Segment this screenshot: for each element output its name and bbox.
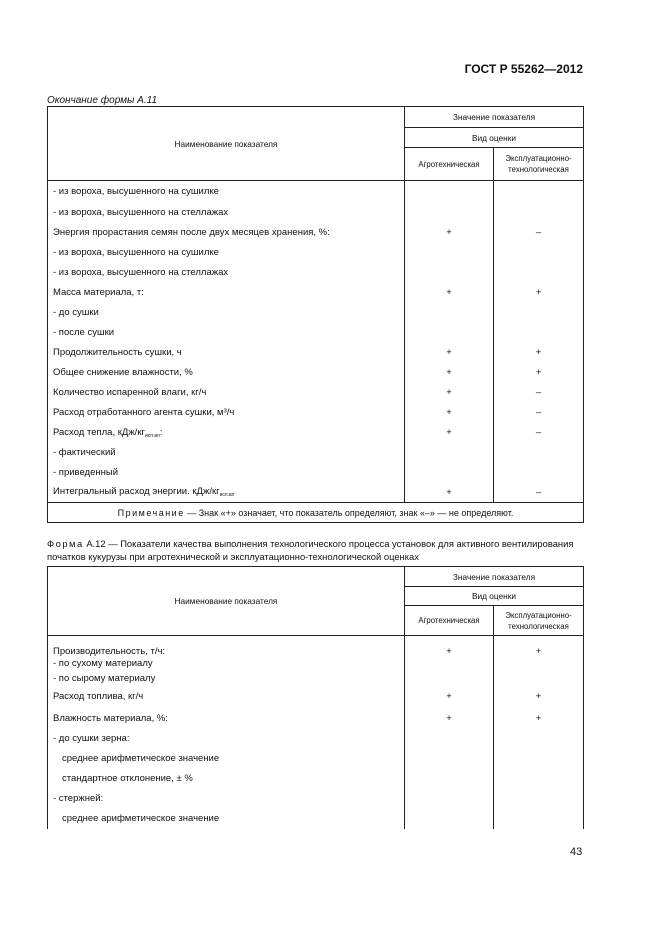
operational-mark: – — [494, 423, 584, 443]
table-row — [48, 686, 584, 708]
form-a11-caption: Окончание формы А.11 — [47, 95, 158, 106]
table-row — [48, 203, 584, 223]
indicator-name — [48, 708, 405, 729]
indicator-name-text: - приведенный — [53, 467, 119, 478]
unit-subscript: исп.вл — [219, 492, 235, 499]
indicator-name-text: Расход отработанного агента сушки, м³/ч — [53, 407, 235, 418]
operational-mark — [494, 181, 584, 203]
operational-mark — [494, 657, 584, 671]
indicator-name — [48, 636, 405, 657]
operational-mark — [494, 243, 584, 263]
indicator-name — [48, 243, 405, 263]
agrotechnical-mark — [405, 769, 494, 788]
form-a12-title: А.12 — Показатели качества выполнения технологического процесса установок для активного вентилирования початков кукурузы при агротехнической и эксплуатационно-технологической оценках — [47, 538, 574, 562]
agrotechnical-mark: + — [405, 483, 494, 503]
operational-mark — [494, 263, 584, 283]
agrotechnical-mark: + — [405, 283, 494, 303]
indicator-name-text: среднее арифметическое значение — [62, 752, 220, 764]
table-row — [48, 363, 584, 383]
operational-mark — [494, 323, 584, 343]
header-value-group: Значение показателя — [405, 567, 584, 587]
header-indicator-name: Наименование показателя — [48, 567, 405, 636]
form-a11-table — [47, 106, 584, 523]
table-row — [48, 708, 584, 729]
indicator-name — [48, 323, 405, 343]
indicator-name — [48, 363, 405, 383]
indicator-name — [48, 423, 405, 443]
indicator-name-text: - до сушки зерна: — [53, 732, 130, 744]
agrotechnical-mark: + — [405, 403, 494, 423]
operational-mark — [494, 809, 584, 829]
indicator-name — [48, 729, 405, 748]
table-row — [48, 463, 584, 483]
agrotechnical-mark — [405, 323, 494, 343]
header-assessment-type: Вид оценки — [405, 128, 584, 148]
operational-mark: + — [494, 283, 584, 303]
agrotechnical-mark — [405, 181, 494, 203]
indicator-name-text: Расход тепла, кДж/кг — [53, 426, 145, 438]
agrotechnical-mark — [405, 788, 494, 809]
standard-designation: ГОСТ Р 55262—2012 — [464, 62, 583, 76]
indicator-name — [48, 303, 405, 323]
indicator-name-text: Интегральный расход энергии. кДж/кг — [53, 486, 220, 498]
operational-mark: – — [494, 383, 584, 403]
table-row — [48, 809, 584, 829]
operational-mark: + — [494, 708, 584, 729]
indicator-name — [48, 223, 405, 243]
agrotechnical-mark — [405, 243, 494, 263]
table-row — [48, 223, 584, 243]
indicator-name-tail: : — [159, 426, 163, 438]
indicator-name-text: - стержней: — [53, 792, 104, 804]
indicator-name-text: - из вороха, высушенного на стеллажах — [53, 207, 229, 218]
header-indicator-name: Наименование показателя — [48, 107, 405, 181]
indicator-name — [48, 283, 405, 303]
indicator-name — [48, 203, 405, 223]
indicator-name-text: Влажность материала, %: — [53, 712, 168, 724]
table-row — [48, 657, 584, 671]
agrotechnical-mark — [405, 809, 494, 829]
table-row — [48, 748, 584, 769]
indicator-name-text: - до сушки — [53, 307, 99, 318]
table-row — [48, 483, 584, 503]
operational-mark — [494, 463, 584, 483]
indicator-name — [48, 263, 405, 283]
table-row — [48, 423, 584, 443]
table-row — [48, 443, 584, 463]
agrotechnical-mark: + — [405, 383, 494, 403]
indicator-name-text: - из вороха, высушенного на стеллажах — [53, 267, 229, 278]
table-row — [48, 263, 584, 283]
indicator-name-text: Продолжительность сушки, ч — [53, 347, 182, 358]
indicator-name — [48, 463, 405, 483]
operational-mark: + — [494, 636, 584, 657]
operational-mark: + — [494, 363, 584, 383]
agrotechnical-mark — [405, 303, 494, 323]
header-agrotechnical: Агротехническая — [405, 148, 494, 181]
agrotechnical-mark: + — [405, 636, 494, 657]
agrotechnical-mark — [405, 463, 494, 483]
table-row — [48, 283, 584, 303]
table-row — [48, 636, 584, 657]
indicator-name-text: - по сырому материалу — [53, 672, 156, 684]
unit-subscript: исп.вл — [144, 432, 160, 439]
indicator-name — [48, 383, 405, 403]
operational-mark: – — [494, 403, 584, 423]
form-a12-table — [47, 566, 584, 829]
table-row — [48, 769, 584, 788]
agrotechnical-mark — [405, 671, 494, 686]
note-label: Примечание — [117, 507, 185, 518]
table-row — [48, 323, 584, 343]
form-a12-label: Форма — [47, 538, 84, 549]
operational-mark — [494, 443, 584, 463]
operational-mark — [494, 769, 584, 788]
indicator-name-text: Энергия прорастания семян после двух месяцев хранения, %: — [53, 227, 330, 238]
indicator-name — [48, 403, 405, 423]
agrotechnical-mark — [405, 443, 494, 463]
indicator-name — [48, 769, 405, 788]
agrotechnical-mark: + — [405, 343, 494, 363]
table-note — [48, 503, 584, 523]
indicator-name-text: среднее арифметическое значение — [62, 813, 220, 824]
indicator-name — [48, 443, 405, 463]
agrotechnical-mark — [405, 748, 494, 769]
operational-mark: – — [494, 223, 584, 243]
table-row — [48, 181, 584, 203]
operational-mark: – — [494, 483, 584, 503]
agrotechnical-mark — [405, 729, 494, 748]
agrotechnical-mark: + — [405, 223, 494, 243]
operational-mark — [494, 788, 584, 809]
indicator-name-text: - фактический — [53, 447, 116, 458]
operational-mark — [494, 303, 584, 323]
indicator-name — [48, 788, 405, 809]
indicator-name — [48, 748, 405, 769]
indicator-name — [48, 686, 405, 708]
agrotechnical-mark — [405, 263, 494, 283]
indicator-name-text: - из вороха, высушенного на сушилке — [53, 186, 219, 198]
operational-mark — [494, 729, 584, 748]
table-row — [48, 343, 584, 363]
indicator-name-text: Количество испаренной влаги, кг/ч — [53, 387, 207, 398]
agrotechnical-mark — [405, 203, 494, 223]
agrotechnical-mark — [405, 657, 494, 671]
table-row — [48, 403, 584, 423]
table-row — [48, 243, 584, 263]
table-row — [48, 788, 584, 809]
indicator-name — [48, 809, 405, 829]
indicator-name-text: Масса материала, т: — [53, 287, 144, 298]
form-a12-caption — [47, 537, 583, 563]
header-operational: Эксплуатационно-технологическая — [494, 606, 584, 636]
indicator-name-text: Производительность, т/ч: — [53, 645, 166, 657]
indicator-name — [48, 671, 405, 686]
operational-mark: + — [494, 343, 584, 363]
header-agrotechnical: Агротехническая — [405, 606, 494, 636]
indicator-name-text: Общее снижение влажности, % — [53, 367, 193, 378]
operational-mark — [494, 203, 584, 223]
indicator-name-text: - после сушки — [53, 327, 115, 338]
agrotechnical-mark: + — [405, 708, 494, 729]
header-operational: Эксплуатационно-технологическая — [494, 148, 584, 181]
agrotechnical-mark: + — [405, 423, 494, 443]
note-text: — Знак «+» означает, что показатель определяют, знак «–» — не определяют. — [184, 507, 514, 518]
indicator-name — [48, 657, 405, 671]
table-header-row — [48, 107, 584, 128]
agrotechnical-mark: + — [405, 686, 494, 708]
indicator-name-text: - из вороха, высушенного на сушилке — [53, 247, 219, 258]
header-assessment-type: Вид оценки — [405, 587, 584, 606]
table-note-row — [48, 503, 584, 523]
page-number: 43 — [570, 846, 583, 858]
indicator-name-text: стандартное отклонение, ± % — [62, 772, 193, 784]
agrotechnical-mark: + — [405, 363, 494, 383]
table-row — [48, 303, 584, 323]
operational-mark — [494, 671, 584, 686]
table-header-row — [48, 567, 584, 587]
indicator-name — [48, 181, 405, 203]
indicator-name — [48, 343, 405, 363]
header-value-group: Значение показателя — [405, 107, 584, 128]
operational-mark — [494, 748, 584, 769]
indicator-name-text: - по сухому материалу — [53, 658, 153, 669]
operational-mark: + — [494, 686, 584, 708]
indicator-name-text: Расход топлива, кг/ч — [53, 691, 144, 702]
indicator-name — [48, 483, 405, 503]
table-row — [48, 383, 584, 403]
table-row — [48, 671, 584, 686]
table-row — [48, 729, 584, 748]
